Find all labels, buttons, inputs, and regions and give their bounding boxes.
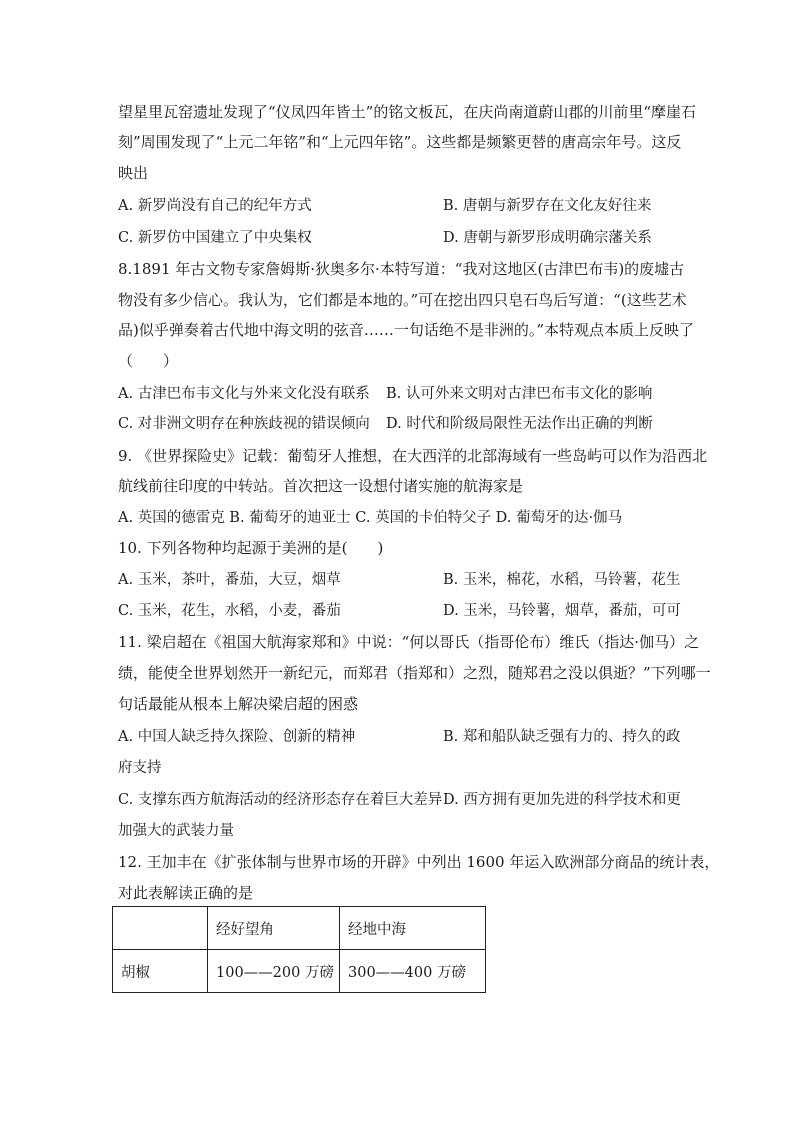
q8-stem-line: 物没有多少信心。我认为，它们都是本地的。”可在挖出四只皂石鸟后写道：“(这些艺术 xyxy=(118,291,687,309)
q7-option-d: D. 唐朝与新罗形成明确宗藩关系 xyxy=(443,230,652,246)
table-cell: 100——200 万磅 xyxy=(208,950,340,993)
q12-stem-line: 对此表解读正确的是 xyxy=(118,884,254,902)
q8-option-d: D. 时代和阶级局限性无法作出正确的判断 xyxy=(386,416,653,432)
q12-statistics-table xyxy=(112,906,486,993)
table-header-cell: 经地中海 xyxy=(340,907,486,950)
q8-stem-line: 品)似乎弹奏着古代地中海文明的弦音……一句话绝不是非洲的。”本特观点本质上反映了 xyxy=(118,321,695,339)
table-cell: 300——400 万磅 xyxy=(340,950,486,993)
q11-stem-line: 绩，能使全世界划然开一新纪元，而郑君（指郑和）之烈，随郑君之没以俱逝？”下列哪一 xyxy=(118,664,711,682)
q11-option-c: C. 支撑东西方航海活动的经济形态存在着巨大差异 xyxy=(118,792,443,808)
q11-option-a: A. 中国人缺乏持久探险、创新的精神 xyxy=(118,729,356,745)
q7-option-a: A. 新罗尚没有自己的纪年方式 xyxy=(118,198,312,214)
table-cell: 胡椒 xyxy=(113,950,208,993)
q10-stem: 10. 下列各物种均起源于美洲的是( ) xyxy=(118,539,384,557)
table-header-cell xyxy=(113,907,208,950)
q10-option-d: D. 玉米，马铃薯，烟草，番茄，可可 xyxy=(443,603,681,619)
q11-option-d-continued: 加强大的武装力量 xyxy=(118,823,234,839)
q9-options: A. 英国的德雷克 B. 葡萄牙的迪亚士 C. 英国的卡伯特父子 D. 葡萄牙的达·伽马 xyxy=(118,510,623,526)
q12-stem-line: 12. 王加丰在《扩张体制与世界市场的开辟》中列出 1600 年运入欧洲部分商品的统计表， xyxy=(118,853,720,871)
q7-option-b: B. 唐朝与新罗存在文化友好往来 xyxy=(443,198,652,214)
q8-option-c: C. 对非洲文明存在种族歧视的错误倾向 xyxy=(118,416,370,432)
q7-stem-line: 刻”周围发现了“上元二年铭”和“上元四年铭”。这些都是频繁更替的唐高宗年号。这反 xyxy=(118,133,682,151)
q11-stem-line: 11. 梁启超在《祖国大航海家郑和》中说：“何以哥氏（指哥伦布）维氏（指达·伽马）之 xyxy=(118,633,700,651)
q8-option-a: A. 古津巴布韦文化与外来文化没有联系 xyxy=(118,386,370,402)
q10-option-a: A. 玉米，茶叶，番茄，大豆，烟草 xyxy=(118,572,341,588)
q11-stem-line: 句话最能从根本上解决梁启超的困惑 xyxy=(118,695,359,713)
q8-option-b: B. 认可外来文明对古津巴布韦文化的影响 xyxy=(386,386,653,402)
q7-stem-line: 映出 xyxy=(118,164,149,182)
table-header-row xyxy=(113,907,486,950)
q11-option-d: D. 西方拥有更加先进的科学技术和更 xyxy=(443,792,681,808)
q7-stem-line: 望星里瓦窑遗址发现了“仪凤四年皆土”的铭文板瓦，在庆尚南道蔚山郡的川前里“摩崖石 xyxy=(118,103,697,121)
q10-option-b: B. 玉米，棉花，水稻，马铃薯，花生 xyxy=(443,572,681,588)
q11-option-b: B. 郑和船队缺乏强有力的、持久的政 xyxy=(443,729,681,745)
q11-option-b-continued: 府支持 xyxy=(118,760,162,776)
table-row xyxy=(113,950,486,993)
q8-answer-blank: （ ） xyxy=(118,352,179,370)
q9-stem-line: 航线前往印度的中转站。首次把这一设想付诸实施的航海家是 xyxy=(118,477,524,495)
q8-stem-line: 8.1891 年古文物专家詹姆斯·狄奥多尔·本特写道：“我对这地区(古津巴布韦)的废墟古 xyxy=(118,260,685,278)
q9-stem-line: 9. 《世界探险史》记载：葡萄牙人推想，在大西洋的北部海域有一些岛屿可以作为沿西北 xyxy=(118,447,708,465)
q10-option-c: C. 玉米，花生，水稻，小麦，番茄 xyxy=(118,603,341,619)
table-header-cell: 经好望角 xyxy=(208,907,340,950)
q7-option-c: C. 新罗仿中国建立了中央集权 xyxy=(118,230,312,246)
